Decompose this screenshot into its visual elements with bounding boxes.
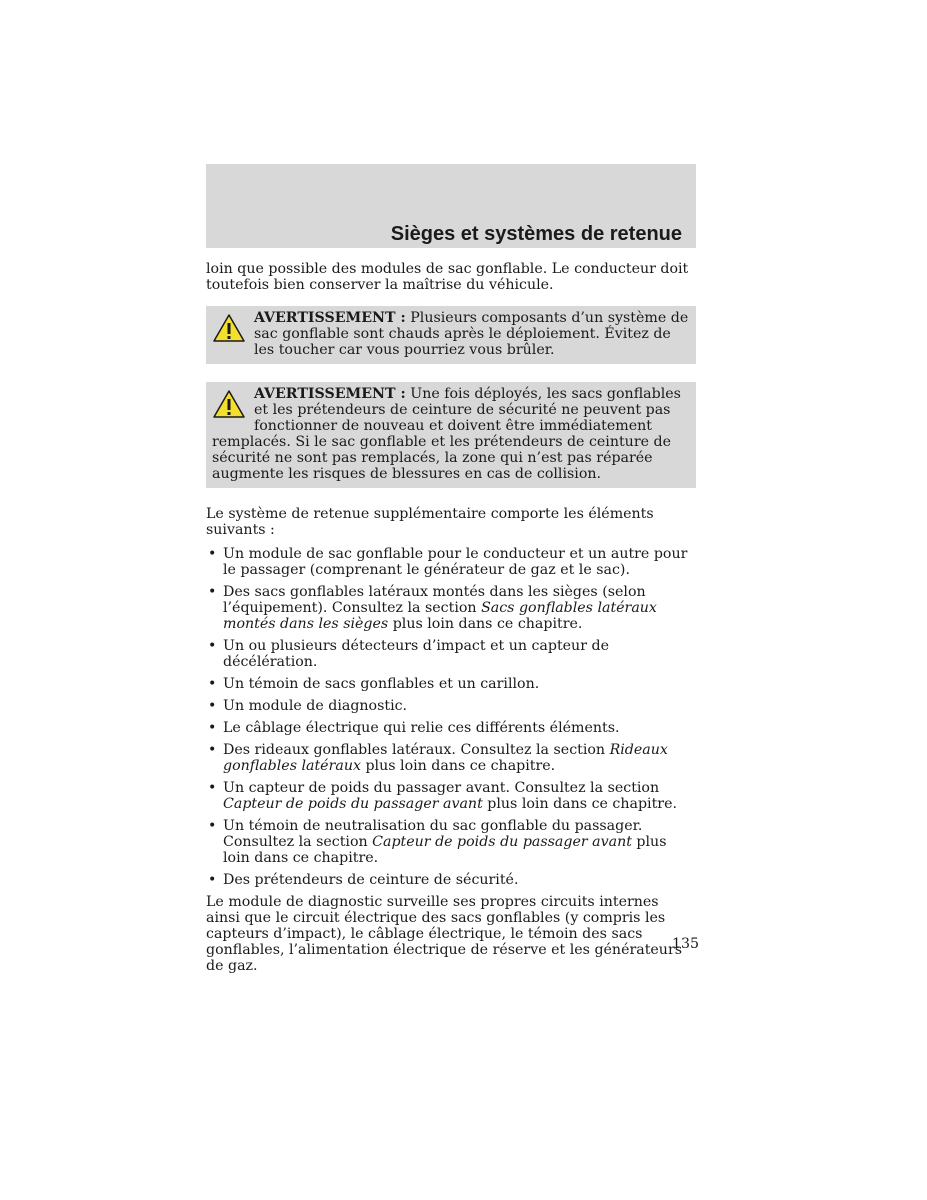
bullet: • bbox=[208, 818, 217, 834]
main-column bbox=[206, 261, 696, 974]
list-item: • Un module de diagnostic. bbox=[208, 698, 408, 714]
warning-text bbox=[212, 386, 690, 482]
bullet: • bbox=[208, 872, 217, 888]
bullet: • bbox=[208, 546, 217, 562]
bullet: • bbox=[208, 720, 217, 736]
page-title: Sièges et systèmes de retenue bbox=[390, 223, 682, 245]
warning-triangle-icon bbox=[212, 313, 246, 343]
bullet: • bbox=[208, 584, 217, 600]
list-item: • Un témoin de neutralisation du sac gonflable du passager. Consultez la section Capteur de poids du passager avant plus loin dans ce chapitre. bbox=[208, 818, 667, 866]
page-number: 135 bbox=[672, 936, 700, 952]
warning-label: AVERTISSEMENT : bbox=[254, 310, 406, 326]
list-item: • Des sacs gonflables latéraux montés dans les sièges (selon l’équipement). Consultez la section Sacs gonflables latéraux montés dans les sièges plus loin dans ce chapitre. bbox=[208, 584, 657, 632]
list-item: • Un témoin de sacs gonflables et un carillon. bbox=[208, 676, 540, 692]
section-header bbox=[206, 164, 696, 248]
list-item: • Un module de sac gonflable pour le conducteur et un autre pour le passager (comprenant le générateur de gaz et le sac). bbox=[208, 546, 688, 578]
component-list bbox=[206, 546, 696, 888]
list-item: • Le câblage électrique qui relie ces différents éléments. bbox=[208, 720, 620, 736]
bullet: • bbox=[208, 698, 217, 714]
cross-reference: Capteur de poids du passager avant bbox=[372, 834, 632, 850]
list-item: • Des rideaux gonflables latéraux. Consultez la section Rideaux gonflables latéraux plus loin dans ce chapitre. bbox=[208, 742, 668, 774]
warning-triangle-icon bbox=[212, 389, 246, 419]
bullet: • bbox=[208, 780, 217, 796]
bullet: • bbox=[208, 742, 217, 758]
cross-reference: Capteur de poids du passager avant bbox=[223, 796, 483, 812]
closing-paragraph: Le module de diagnostic surveille ses propres circuits internes ainsi que le circuit électrique des sacs gonflables (y compris les capteurs d’impact), le câblage électrique, le témoin des sacs gonflables, l’alimentation électrique de réserve et les générateurs de gaz. bbox=[206, 894, 683, 974]
list-item: • Un capteur de poids du passager avant. Consultez la section Capteur de poids du passager avant plus loin dans ce chapitre. bbox=[208, 780, 677, 812]
list-item: • Des prétendeurs de ceinture de sécurité. bbox=[208, 872, 519, 888]
warning-body: Une fois déployés, les sacs gonflables et les prétendeurs de ceinture de sécurité ne peuvent pas fonctionner de nouveau et doivent être immédiatement remplacés. Si le sac gonflable et les prétendeurs de ceinture de sécurité ne sont pas remplacés, la zone qui n’est pas réparée augmente les risques de blessures en cas de collision. bbox=[212, 386, 681, 482]
list-item: • Un ou plusieurs détecteurs d’impact et un capteur de décélération. bbox=[208, 638, 609, 670]
cross-reference: Rideaux gonflables latéraux bbox=[223, 742, 668, 774]
list-lead: Le système de retenue supplémentaire comporte les éléments suivants : bbox=[206, 506, 654, 538]
bullet: • bbox=[208, 638, 217, 654]
cross-reference: Sacs gonflables latéraux montés dans les sièges bbox=[223, 600, 657, 632]
bullet: • bbox=[208, 676, 217, 692]
warning-body: Plusieurs composants d’un système de sac gonflable sont chauds après le déploiement. Évitez de les toucher car vous pourriez vous brûler. bbox=[254, 310, 689, 358]
intro-paragraph: loin que possible des modules de sac gonflable. Le conducteur doit toutefois bien conserver la maîtrise du véhicule. bbox=[206, 261, 689, 293]
warning-box-2 bbox=[206, 382, 696, 488]
warning-text bbox=[212, 310, 690, 358]
warning-box-1 bbox=[206, 306, 696, 364]
warning-label: AVERTISSEMENT : bbox=[254, 386, 406, 402]
